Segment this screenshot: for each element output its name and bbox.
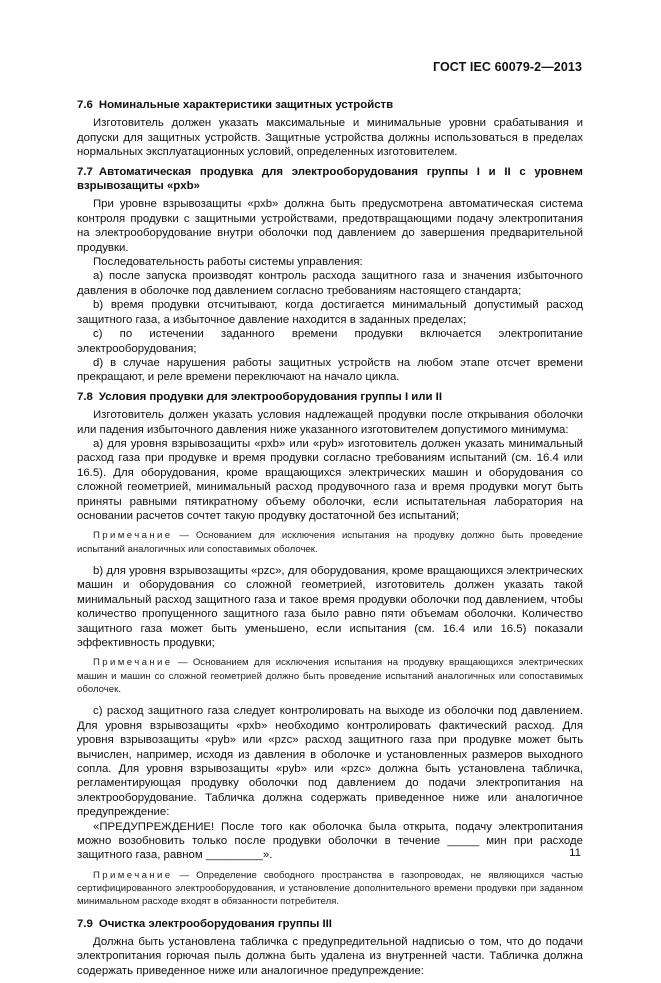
page-body [77,98,583,983]
section-title: Номинальные характеристики защитных устройств [98,99,394,111]
section-7-7 [77,165,583,385]
section-number: 7.7 [77,165,93,178]
list-item: b) для уровня взрывозащиты «pzc», для оборудования, кроме вращающихся электрических машин и оборудования со сложной геометрией, изготовитель должен указать такой минимальный расход защитного газа и такое время продувки оболочки под давлением, чтобы количество пропущенного защитного газа было равно пяти объемам оболочки. Количество защитного газа может быть уменьшено, если испытания (см. 16.4 или 16.5) показали эффективность продувки; [77,564,583,649]
section-title: Условия продувки для электрооборудования группы I или II [98,390,443,403]
note-text: — Основанием для исключения испытания на продувку должно быть проведение испытаний аналогичных или сопоставимых оболочек. [77,530,583,555]
list-item: с) расход защитного газа следует контролировать на выходе из оболочки под давлением. Для уровня взрывозащиты «pxb» необходимо контролировать фактический расход. Для уровня взрывозащиты «pyb» или «pzc» расход защитного газа при продувке может быть вычислен, например, исходя из давления в оболочке и установленных размеров выходного сопла. Для уровня взрывозащиты «pyb» или «pzc» должна быть установлена табличка, регламентирующая продувку оболочки под давлением до подачи электропитания на электрооборудование. Табличка должна содержать приведенное ниже или аналогичное предупреждение: [77,705,583,819]
section-heading [77,165,583,194]
section-number: 7.6 [77,99,93,111]
page-number: 11 [569,847,581,859]
section-heading [77,98,583,112]
paragraph: При уровне взрывозащиты «pxb» должна быть предусмотрена автоматическая система контроля продувки с защитными устройствами, предотвращающими подачу электропитания на электрооборудование внутри оболочки под давлением до завершения предварительной продувки. [77,198,583,254]
list-item: а) для уровня взрывозащиты «pxb» или «pyb» изготовитель должен указать минимальный расход газа при продувке и время продувки согласно требованиям испытаний (см. 16.4 или 16.5). Для оборудования, кроме вращающихся электрических машин и оборудования со сложной геометрией, минимальный расход продувочного газа и время продувки могут быть приняты равными пятикратному объему оболочки, если испытательная лаборатория на основании расчетов сочтет такую продувку достаточной без испытаний; [77,437,583,522]
section-7-6 [77,98,583,160]
list-item: d) в случае нарушения работы защитных устройств на любом этапе отсчет времени прекращают, и реле времени переключают на начало цикла. [77,356,583,384]
section-number: 7.8 [77,390,93,403]
note-text: — Определение свободного пространства в газопроводах, не являющихся частью сертифицированного электрооборудования, и установление дополнительного времени продувки при заданном минимальном расходе входят в обязанности потребителя. [77,869,583,908]
section-heading [77,390,583,404]
paragraph: Должна быть установлена табличка с предупредительной надписью о том, что до подачи электропитания горючая пыль должна быть удалена из внутренней части. Табличка должна содержать приведенное ниже или аналогичное предупреждение: [77,936,583,977]
list-item: с) по истечении заданного времени продувки включается электропитание электрооборудования; [77,328,583,355]
section-title: Очистка электрооборудования группы III [98,917,332,930]
note-label: Примечание [93,530,173,542]
list-item: b) время продувки отсчитывают, когда достигается минимальный допустимый расход защитного газа, а избыточное давление находится в заданных пределах; [77,299,583,326]
list-item: а) после запуска производят контроль расхода защитного газа и значения избыточного давления в оболочке под давлением согласно требованиям настоящего стандарта; [77,270,583,297]
note-text: — Основанием для исключения испытания на продувку вращающихся электрических машин и машин со сложной геометрией должно быть проведение испытаний аналогичных или сопоставимых оболочек. [77,657,583,695]
note [77,869,583,909]
section-7-9 [77,917,583,979]
note-label: Примечание [93,657,173,669]
paragraph: Последовательность работы системы управления: [93,256,363,269]
section-title: Автоматическая продувка для электрооборудования группы I и II с уровнем взрывозащиты «pxb» [77,165,583,193]
standard-header: ГОСТ IEC 60079-2—2013 [432,60,582,74]
note [77,529,583,556]
paragraph: Изготовитель должен указать условия надлежащей продувки после открывания оболочки или падения избыточного давления ниже указанного изготовителем допустимого минимума: [77,409,583,436]
section-7-8 [77,390,583,909]
warning-text: «ПРЕДУПРЕЖДЕНИЕ! После того как оболочка была открыта, подачу электропитания можно возобновить только после продувки оболочки в течение _____ мин при расходе защитного газа, равном _________». [77,820,583,862]
paragraph: Изготовитель должен указать максимальные и минимальные уровни срабатывания и допуски для защитных устройств. Защитные устройства должны использоваться в пределах нормальных эксплуатационных условий, определенных изготовителем. [77,117,583,159]
section-number: 7.9 [77,917,93,930]
note [77,656,583,696]
section-heading [77,917,583,931]
note-label: Примечание [93,869,173,881]
